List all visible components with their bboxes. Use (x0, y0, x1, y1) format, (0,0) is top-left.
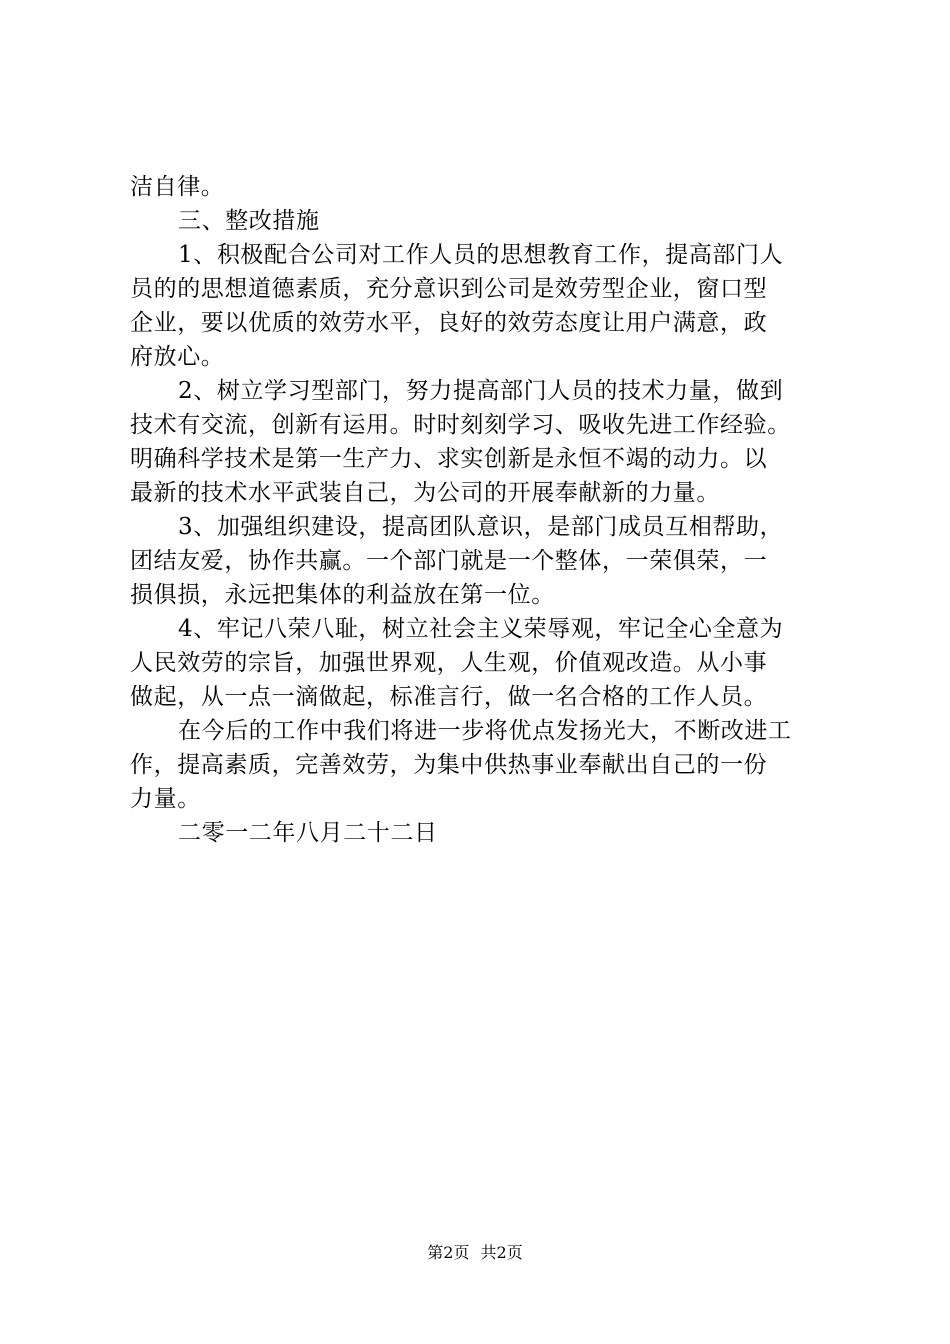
section-heading: 三、整改措施 (178, 208, 320, 234)
page-total: 共2页 (480, 1243, 523, 1262)
text-line: 在今后的工作中我们将进一步将优点发扬光大，不断改进工 (178, 718, 792, 744)
text-line: 损俱损，永远把集体的利益放在第一位。 (130, 582, 555, 608)
text-line: 2、树立学习型部门，努力提高部门人员的技术力量，做到 (178, 378, 784, 404)
text-line: 府放心。 (130, 344, 225, 370)
date-line: 二零一二年八月二十二日 (178, 820, 438, 846)
text-line: 最新的技术水平武装自己，为公司的开展奉献新的力量。 (130, 480, 720, 506)
page-number: 第2页 (427, 1243, 470, 1262)
text-line: 1、积极配合公司对工作人员的思想教育工作，提高部门人 (178, 242, 784, 268)
text-line: 企业，要以优质的效劳水平，良好的效劳态度让用户满意，政 (130, 310, 768, 336)
text-line: 员的的思想道德素质，充分意识到公司是效劳型企业，窗口型 (130, 276, 768, 302)
page-footer (0, 1243, 950, 1263)
text-line: 明确科学技术是第一生产力、求实创新是永恒不竭的动力。以 (130, 446, 768, 472)
text-line: 人民效劳的宗旨，加强世界观，人生观，价值观改造。从小事 (130, 650, 768, 676)
text-line: 做起，从一点一滴做起，标准言行，做一名合格的工作人员。 (130, 684, 768, 710)
text-line: 作，提高素质，完善效劳，为集中供热事业奉献出自己的一份 (130, 752, 768, 778)
text-line: 洁自律。 (130, 174, 225, 200)
text-line: 力量。 (130, 786, 201, 812)
text-line: 4、牢记八荣八耻，树立社会主义荣辱观，牢记全心全意为 (178, 616, 784, 642)
document-body (130, 170, 850, 850)
text-line: 团结友爱，协作共赢。一个部门就是一个整体，一荣俱荣，一 (130, 548, 768, 574)
text-line: 3、加强组织建设，提高团队意识，是部门成员互相帮助， (178, 514, 784, 540)
text-line: 技术有交流，创新有运用。时时刻刻学习、吸收先进工作经验。 (130, 412, 791, 438)
